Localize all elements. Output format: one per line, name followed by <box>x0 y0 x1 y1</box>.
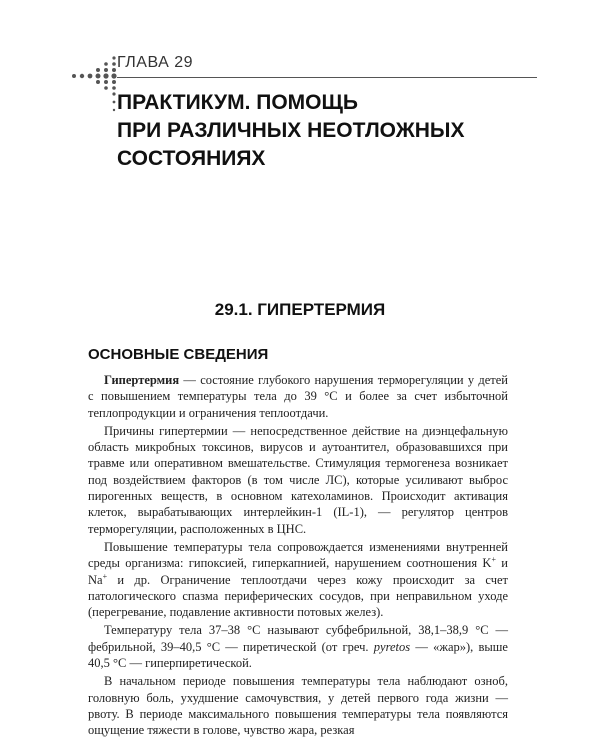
paragraph-text: и Na <box>88 556 508 587</box>
defined-term: Гипертермия <box>104 373 180 387</box>
chapter-title <box>117 89 537 173</box>
chapter-label: ГЛАВА 29 <box>117 54 193 71</box>
paragraph-text: Причины гипертермии — непосредственное действие на диэнцефальную область микробных токсинов, вирусов и аутоантител, образовавшихся при травме или оперативном вмешательстве. Стимуляция термогенеза возникает под воздействием факторов (в том числе ЛС), которые усиливают выброс пирогенных веществ, в основном катехоламинов. Происходит активация клеток, вырабатывающих интерлейкин-1 (IL-1), — регулятор центров терморегуляции, расположенных в ЦНС. <box>88 423 508 536</box>
greek-term: pyretos <box>373 639 411 654</box>
chapter-title-line: СОСТОЯНИЯХ <box>117 147 266 170</box>
chapter-title-line: ПРИ РАЗЛИЧНЫХ НЕОТЛОЖНЫХ <box>117 119 465 142</box>
paragraph-text: — «жар»), выше 40,5 °C — гиперпиретической. <box>88 639 508 671</box>
chapter-rule <box>117 77 537 78</box>
paragraph-internal-changes <box>88 539 508 620</box>
paragraph-definition <box>88 372 508 421</box>
section-title: 29.1. ГИПЕРТЕРМИЯ <box>214 300 386 319</box>
superscript: + <box>102 571 108 581</box>
chapter-title-line: ПРАКТИКУМ. ПОМОЩЬ <box>117 91 358 114</box>
paragraph-symptoms <box>88 673 508 738</box>
body-text <box>88 372 508 739</box>
superscript: + <box>491 555 496 565</box>
paragraph-causes <box>88 423 508 537</box>
paragraph-text: и др. Ограничение теплоотдачи через кожу происходит за счет патологического спазма периферических сосудов, при неправильном уходе (перегревание, подавление активности потовых желез). <box>88 572 508 620</box>
paragraph-classification <box>88 622 508 671</box>
subsection-title: ОСНОВНЫЕ СВЕДЕНИЯ <box>88 346 269 363</box>
paragraph-text: Повышение температуры тела сопровождается изменениями внутренней среды организма: гипоксией, гиперкапнией, нарушением соотношения K <box>88 539 508 571</box>
paragraph-text: Температуру тела 37–38 °C называют субфебрильной, 38,1–38,9 °C — фебрильной, 39–40,5 °C — пиретической (от греч. <box>88 623 508 654</box>
paragraph-text: — состояние глубокого нарушения терморегуляции у детей с повышением температуры тела до 39 °C и более за счет избыточной теплопродукции и ограничения теплоотдачи. <box>88 373 508 420</box>
dot-pattern-decoration <box>70 52 118 124</box>
paragraph-text: В начальном периоде повышения температуры тела наблюдают озноб, головную боль, ухудшение самочувствия, у детей первого года жизни — рвоту. В периоде максимального повышения температуры тела появляются ощущение тяжести в голове, чувство жара, резкая <box>88 674 508 738</box>
